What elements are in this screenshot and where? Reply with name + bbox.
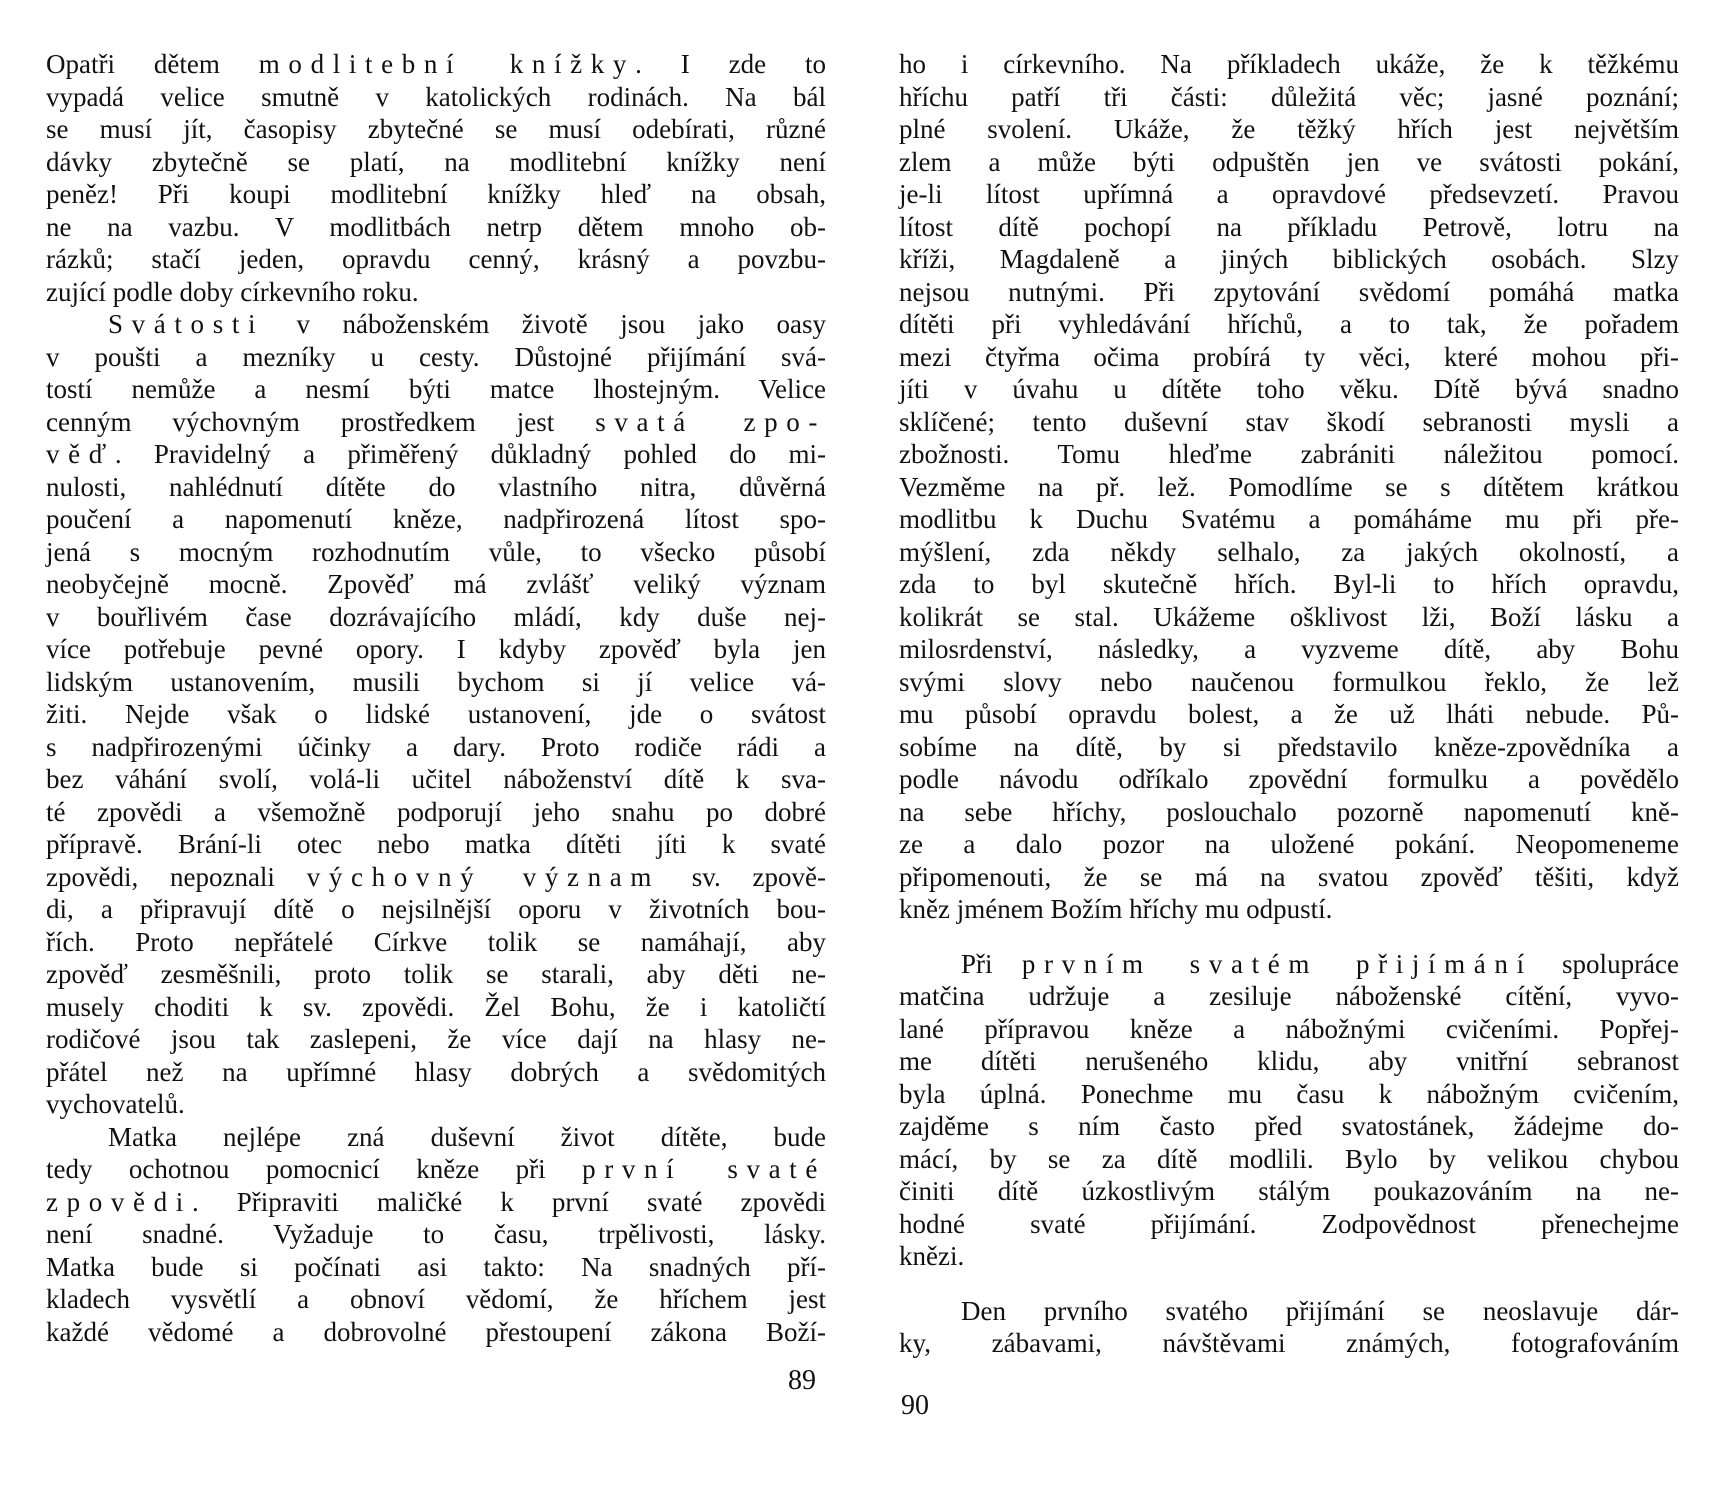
text-line: me dítěti nerušeného klidu, aby vnitřní sebranost — [899, 1046, 1679, 1076]
text-segment: sv. zpově- — [660, 861, 826, 892]
text-line — [46, 1186, 826, 1219]
text-line: činiti dítě úzkostlivým stálým poukazováním na ne- — [899, 1176, 1679, 1206]
text-line: zbožnosti. Tomu hleďme zabrániti náležitou pomocí. — [899, 439, 1679, 469]
text-line: tostí nemůže a nesmí býti matce lhostejným. Velice — [46, 374, 826, 404]
text-line: více potřebuje pevné opory. I kdyby zpověď byla jen — [46, 634, 826, 664]
text-line: každé vědomé a dobrovolné přestoupení zákona Boží- — [46, 1316, 826, 1347]
text-line: peněz! Při koupi modlitební knížky hleď na obsah, — [46, 179, 826, 209]
text-line: mácí, by se za dítě modlili. Bylo by velikou chybou — [899, 1143, 1679, 1174]
text-line — [46, 861, 826, 894]
text-line: v bouřlivém čase dozrávajícího mládí, kdy duše nej- — [46, 601, 826, 632]
text-line: modlitbu k Duchu Svatému a pomáháme mu při pře- — [899, 504, 1679, 534]
text-line: se musí jít, časopisy zbytečné se musí odebírati, různé — [46, 114, 826, 144]
text-line: neobyčejně mocně. Zpověď má zvlášť veliký význam — [46, 569, 826, 599]
right-page-text — [899, 48, 1679, 1360]
text-segment: . Připraviti maličké k první svaté zpovědi — [191, 1186, 826, 1217]
text-line: Vezměme na př. lež. Pomodlíme se s dítětem krátkou — [899, 471, 1679, 502]
text-line: rodičové jsou tak zaslepeni, že více dají na hlasy ne- — [46, 1024, 826, 1054]
text-segment: tedy ochotnou pomocnicí kněze při — [46, 1154, 583, 1184]
text-line: vypadá velice smutně v katolických rodinách. Na bál — [46, 81, 826, 112]
spaced-emphasis: Svátosti — [108, 309, 265, 339]
text-line — [46, 1153, 826, 1186]
text-line — [46, 406, 826, 439]
text-segment: . Pravidelný a přiměřený důkladný pohled do mi- — [114, 439, 826, 469]
text-line: sklíčené; tento duševní stav škodí sebranosti mysli a — [899, 406, 1679, 437]
text-line: lané přípravou kněze a nábožnými cvičeními. Popřej- — [899, 1013, 1679, 1044]
text-line: té zpovědi a všemožně podporují jeho snahu po dobré — [46, 796, 826, 827]
text-line: s nadpřirozenými účinky a dary. Proto rodiče rádi a — [46, 731, 826, 762]
text-line: Den prvního svatého přijímání se neoslavuje dár- — [961, 1295, 1679, 1326]
spaced-emphasis: věď — [46, 439, 115, 469]
text-line: dávky zbytečně se platí, na modlitební knížky není — [46, 146, 826, 177]
text-line: zpověď zesměšnili, proto tolik se starali, aby děti ne- — [46, 959, 826, 989]
left-page-text — [46, 48, 826, 1348]
text-line — [46, 48, 826, 81]
text-segment: . I zde to — [635, 49, 827, 79]
text-line: kolikrát se stal. Ukážeme ošklivost lži, Boží lásku a — [899, 601, 1679, 632]
text-line: není snadné. Vyžaduje to času, trpělivosti, lásky. — [46, 1219, 826, 1249]
right-page — [859, 0, 1718, 1500]
text-line: zda to byl skutečně hřích. Byl-li to hřích opravdu, — [899, 569, 1679, 599]
text-line: sobíme na dítě, by si představilo kněze-zpovědníka a — [899, 731, 1679, 762]
text-line: ze a dalo pozor na uložené pokání. Neopomeneme — [899, 829, 1679, 859]
text-line: hodné svaté přijímání. Zodpovědnost přenechejme — [899, 1208, 1679, 1239]
text-line: zující podle doby církevního roku. — [46, 276, 419, 307]
text-line — [899, 948, 1679, 981]
text-line: řích. Proto nepřátelé Církve tolik se namáhají, aby — [46, 926, 826, 957]
text-line: hříchu patří tři části: důležitá věc; jasné poznání; — [899, 81, 1679, 112]
text-line: ne na vazbu. V modlitbách netrp dětem mnoho ob- — [46, 211, 826, 242]
text-line: jíti v úvahu u dítěte toho věku. Dítě bývá snadno — [899, 374, 1679, 404]
text-line: Matka bude si počínati asi takto: Na snadných pří- — [46, 1251, 826, 1282]
text-line: kladech vysvětlí a obnoví vědomí, že hříchem jest — [46, 1284, 826, 1314]
text-line: podle návodu odříkalo zpovědní formulku a povědělo — [899, 764, 1679, 794]
text-line: kněz jménem Božím hříchy mu odpustí. — [899, 894, 1333, 924]
text-line: Matka nejlépe zná duševní život dítěte, bude — [108, 1121, 826, 1152]
text-line: žiti. Nejde však o lidské ustanovení, jde o svátost — [46, 699, 826, 729]
text-segment: cenným výchovným prostředkem jest — [46, 406, 596, 437]
paragraph-gap — [899, 1273, 1679, 1295]
text-line: nejsou nutnými. Při zpytování svědomí pomáhá matka — [899, 276, 1679, 307]
text-line: plné svolení. Ukáže, že těžký hřích jest největším — [899, 114, 1679, 144]
text-line: rázků; stačí jeden, opravdu cenný, krásný a povzbu- — [46, 244, 826, 274]
text-line: nulosti, nahlédnutí dítěte do vlastního nitra, důvěrná — [46, 471, 826, 502]
text-line: di, a připravují dítě o nejsilnější oporu v životních bou- — [46, 894, 826, 924]
text-line: mu působí opravdu bolest, a že už lháti nebude. Pů- — [899, 699, 1679, 729]
text-line: připomenouti, že se má na svatou zpověď těšiti, když — [899, 861, 1679, 892]
spaced-emphasis: prvním svatém přijímání — [1021, 948, 1533, 979]
text-line: je-li lítost upřímná a opravdové předsevzetí. Pravou — [899, 179, 1679, 209]
spaced-emphasis: výchovný význam — [306, 861, 660, 892]
text-line: dítěti při vyhledávání hříchů, a to tak, že pořadem — [899, 309, 1679, 339]
text-line: lidským ustanovením, musili bychom si jí velice vá- — [46, 666, 826, 697]
text-line: vychovatelů. — [46, 1089, 185, 1119]
text-line: kříži, Magdaleně a jiných biblických osobách. Slzy — [899, 244, 1679, 274]
text-line: bez váhání svolí, volá-li učitel náboženství dítě k sva- — [46, 764, 826, 794]
text-line: knězi. — [899, 1241, 965, 1271]
text-segment: Při — [961, 948, 1022, 979]
spaced-emphasis: modlitební knížky — [258, 49, 636, 79]
text-line: na sebe hříchy, poslouchalo pozorně napomenutí kně- — [899, 796, 1679, 827]
text-line — [46, 308, 826, 341]
text-line: v poušti a mezníky u cesty. Důstojné přijímání svá- — [46, 341, 826, 372]
text-line: byla úplná. Ponechme mu času k nábožným cvičením, — [899, 1078, 1679, 1109]
spaced-emphasis: první svaté — [582, 1154, 827, 1184]
text-line: mýšlení, zda někdy selhalo, za jakých okolností, a — [899, 536, 1679, 567]
text-line: svými slovy nebo naučenou formulkou řeklo, že lež — [899, 666, 1679, 697]
text-segment: zpovědi, nepoznali — [46, 861, 307, 892]
spaced-emphasis: zpovědi — [46, 1186, 192, 1217]
text-line: přípravě. Brání-li otec nebo matka dítěti jíti k svaté — [46, 829, 826, 859]
text-segment: Opatři dětem — [46, 49, 259, 79]
text-segment: spolupráce — [1532, 948, 1680, 979]
left-page-number: 89 — [788, 1365, 816, 1396]
text-line — [46, 438, 826, 471]
spaced-emphasis: svatá zpo- — [595, 406, 826, 437]
text-line: zlem a může býti odpuštěn jen ve svátosti pokání, — [899, 146, 1679, 177]
text-line: ho i církevního. Na příkladech ukáže, že k těžkému — [899, 49, 1679, 79]
text-segment: v náboženském životě jsou jako oasy — [264, 309, 826, 339]
text-line: mezi čtyřma očima probírá ty věci, které mohou při- — [899, 341, 1679, 372]
text-line: matčina udržuje a zesiluje náboženské cítění, vyvo- — [899, 981, 1679, 1011]
text-line: ky, zábavami, návštěvami známých, fotografováním — [899, 1328, 1679, 1358]
text-line: musely choditi k sv. zpovědi. Žel Bohu, že i katoličtí — [46, 991, 826, 1022]
right-page-number: 90 — [901, 1390, 929, 1421]
text-line: přátel než na upřímné hlasy dobrých a svědomitých — [46, 1056, 826, 1087]
text-line: zajděme s ním často před svatostánek, žádejme do- — [899, 1111, 1679, 1141]
paragraph-gap — [899, 926, 1679, 948]
text-line: lítost dítě pochopí na příkladu Petrově, lotru na — [899, 211, 1679, 242]
text-line: jená s mocným rozhodnutím vůle, to všecko působí — [46, 536, 826, 567]
text-line: milosrdenství, následky, a vyzveme dítě, aby Bohu — [899, 634, 1679, 664]
text-line: poučení a napomenutí kněze, nadpřirozená lítost spo- — [46, 504, 826, 534]
